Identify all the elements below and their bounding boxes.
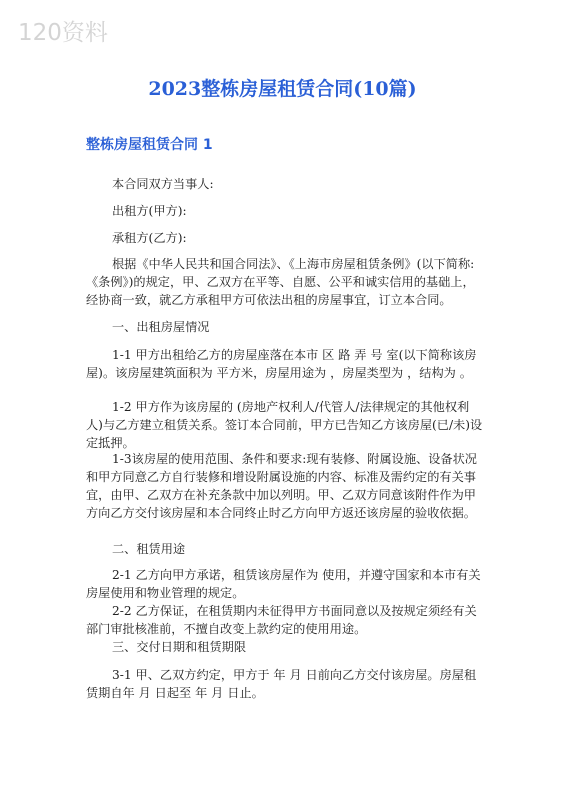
watermark-logo: 120资料 [18, 20, 108, 46]
paragraph-1-2: 1-2 甲方作为该房屋的 (房地产权利人/代管人/法律规定的其他权利人)与乙方建立租赁关系。签订本合同前，甲方已告知乙方该房屋(已/未)设定抵押。 [86, 400, 483, 450]
paragraph-lessor: 出租方(甲方): [112, 204, 187, 218]
heading-delivery-term: 三、交付日期和租赁期限 [112, 640, 247, 654]
heading-lease-use: 二、租赁用途 [112, 542, 186, 556]
section-title: 整栋房屋租赁合同 1 [86, 137, 213, 153]
heading-property-info: 一、出租房屋情况 [112, 320, 210, 334]
paragraph-1-1: 1-1 甲方出租给乙方的房屋座落在本市 区 路 弄 号 室(以下简称该房屋)。该房屋建筑面积为 平方米，房屋用途为 ，房屋类型为 ，结构为 。 [86, 348, 477, 380]
paragraph-basis: 根据《中华人民共和国合同法》、《上海市房屋租赁条例》(以下简称:《条例》)的规定，甲、乙双方在平等、自愿、公平和诚实信用的基础上，经协商一致，就乙方承租甲方可依法出租的房屋事宜，订立本合同。 [86, 257, 475, 307]
document-title: 2023整栋房屋租赁合同(10篇) [148, 78, 417, 100]
paragraph-lessee: 承租方(乙方): [112, 231, 187, 245]
paragraph-2-1: 2-1 乙方向甲方承诺，租赁该房屋作为 使用，并遵守国家和本市有关房屋使用和物业管理的规定。 [86, 568, 481, 600]
paragraph-3-1: 3-1 甲、乙双方约定，甲方于 年 月 日前向乙方交付该房屋。房屋租赁期自年 月 日起至 年 月 日止。 [86, 668, 477, 700]
paragraph-1-3: 1-3该房屋的使用范围、条件和要求:现有装修、附属设施、设备状况和甲方同意乙方自行装修和增设附属设施的内容、标准及需约定的有关事宜，由甲、乙双方在补充条款中加以列明。甲、乙双方同意该附件作为甲方向乙方交付该房屋和本合同终止时乙方向甲方返还该房屋的验收依据。 [86, 452, 477, 520]
paragraph-parties: 本合同双方当事人: [112, 177, 214, 191]
paragraph-2-2: 2-2 乙方保证，在租赁期内未征得甲方书面同意以及按规定须经有关部门审批核准前，不擅自改变上款约定的使用用途。 [86, 604, 477, 636]
